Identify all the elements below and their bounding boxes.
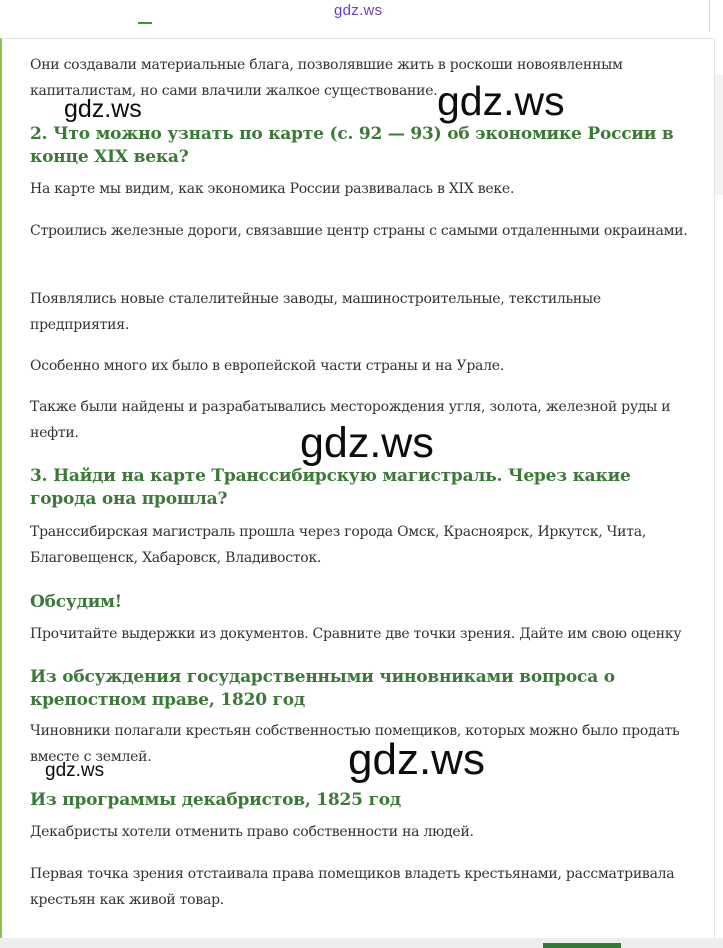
watermark-4: gdz.ws [348, 735, 485, 784]
question-2-answer-1: На карте мы видим, как экономика России развивалась в XIX веке. [30, 181, 515, 197]
watermark-2: gdz.ws [437, 78, 565, 124]
watermark-1: gdz.ws [64, 95, 142, 123]
top-divider [709, 0, 710, 32]
question-2-heading: 2. Что можно узнать по карте (с. 92 — 93) об экономике России в конце XIX века? [30, 124, 674, 167]
comparison-text: Первая точка зрения отстаивала права помещиков владеть крестьянами, рассматривала крестьян как живой товар. [30, 866, 675, 908]
question-2-answer-4: Особенно много их было в европейской части страны и на Урале. [30, 358, 505, 374]
question-2-answer-3: Появлялись новые сталелитейные заводы, машиностроительные, текстильные предприятия. [30, 291, 601, 333]
top-accent-line [138, 22, 152, 24]
bottom-action-bar[interactable] [543, 943, 621, 948]
question-3-heading: 3. Найди на карте Транссибирскую магистраль. Через какие города она прошла? [30, 466, 631, 509]
question-3-answer: Транссибирская магистраль прошла через города Омск, Красноярск, Иркутск, Чита, Благовещенск, Хабаровск, Владивосток. [30, 524, 647, 566]
watermark-3: gdz.ws [300, 419, 434, 467]
document-2-text: Декабристы хотели отменить право собственности на людей. [30, 824, 474, 840]
top-bar [0, 0, 723, 38]
question-2-answer-2: Строились железные дороги, связавшие центр страны с самыми отдаленными окраинами. [30, 223, 688, 239]
document-2-heading: Из программы декабристов, 1825 год [30, 790, 401, 810]
discuss-heading: Обсудим! [30, 592, 122, 612]
site-logo[interactable]: gdz.ws [334, 2, 383, 19]
paragraph-intro: Они создавали материальные блага, позволявшие жить в роскоши новоявленным капиталистам, но сами влачили жалкое существование. [30, 57, 623, 99]
document-1-text: Чиновники полагали крестьян собственностью помещиков, которых можно было продать вместе с землей. [30, 723, 680, 765]
content-frame [0, 38, 715, 939]
watermark-5: gdz.ws [45, 760, 105, 781]
question-2-answer-5: Также были найдены и разрабатывались месторождения угля, золота, железной руды и нефти. [30, 399, 671, 441]
discuss-text: Прочитайте выдержки из документов. Сравните две точки зрения. Дайте им свою оценку [30, 626, 682, 642]
document-1-heading: Из обсуждения государственными чиновниками вопроса о крепостном праве, 1820 год [30, 667, 615, 710]
